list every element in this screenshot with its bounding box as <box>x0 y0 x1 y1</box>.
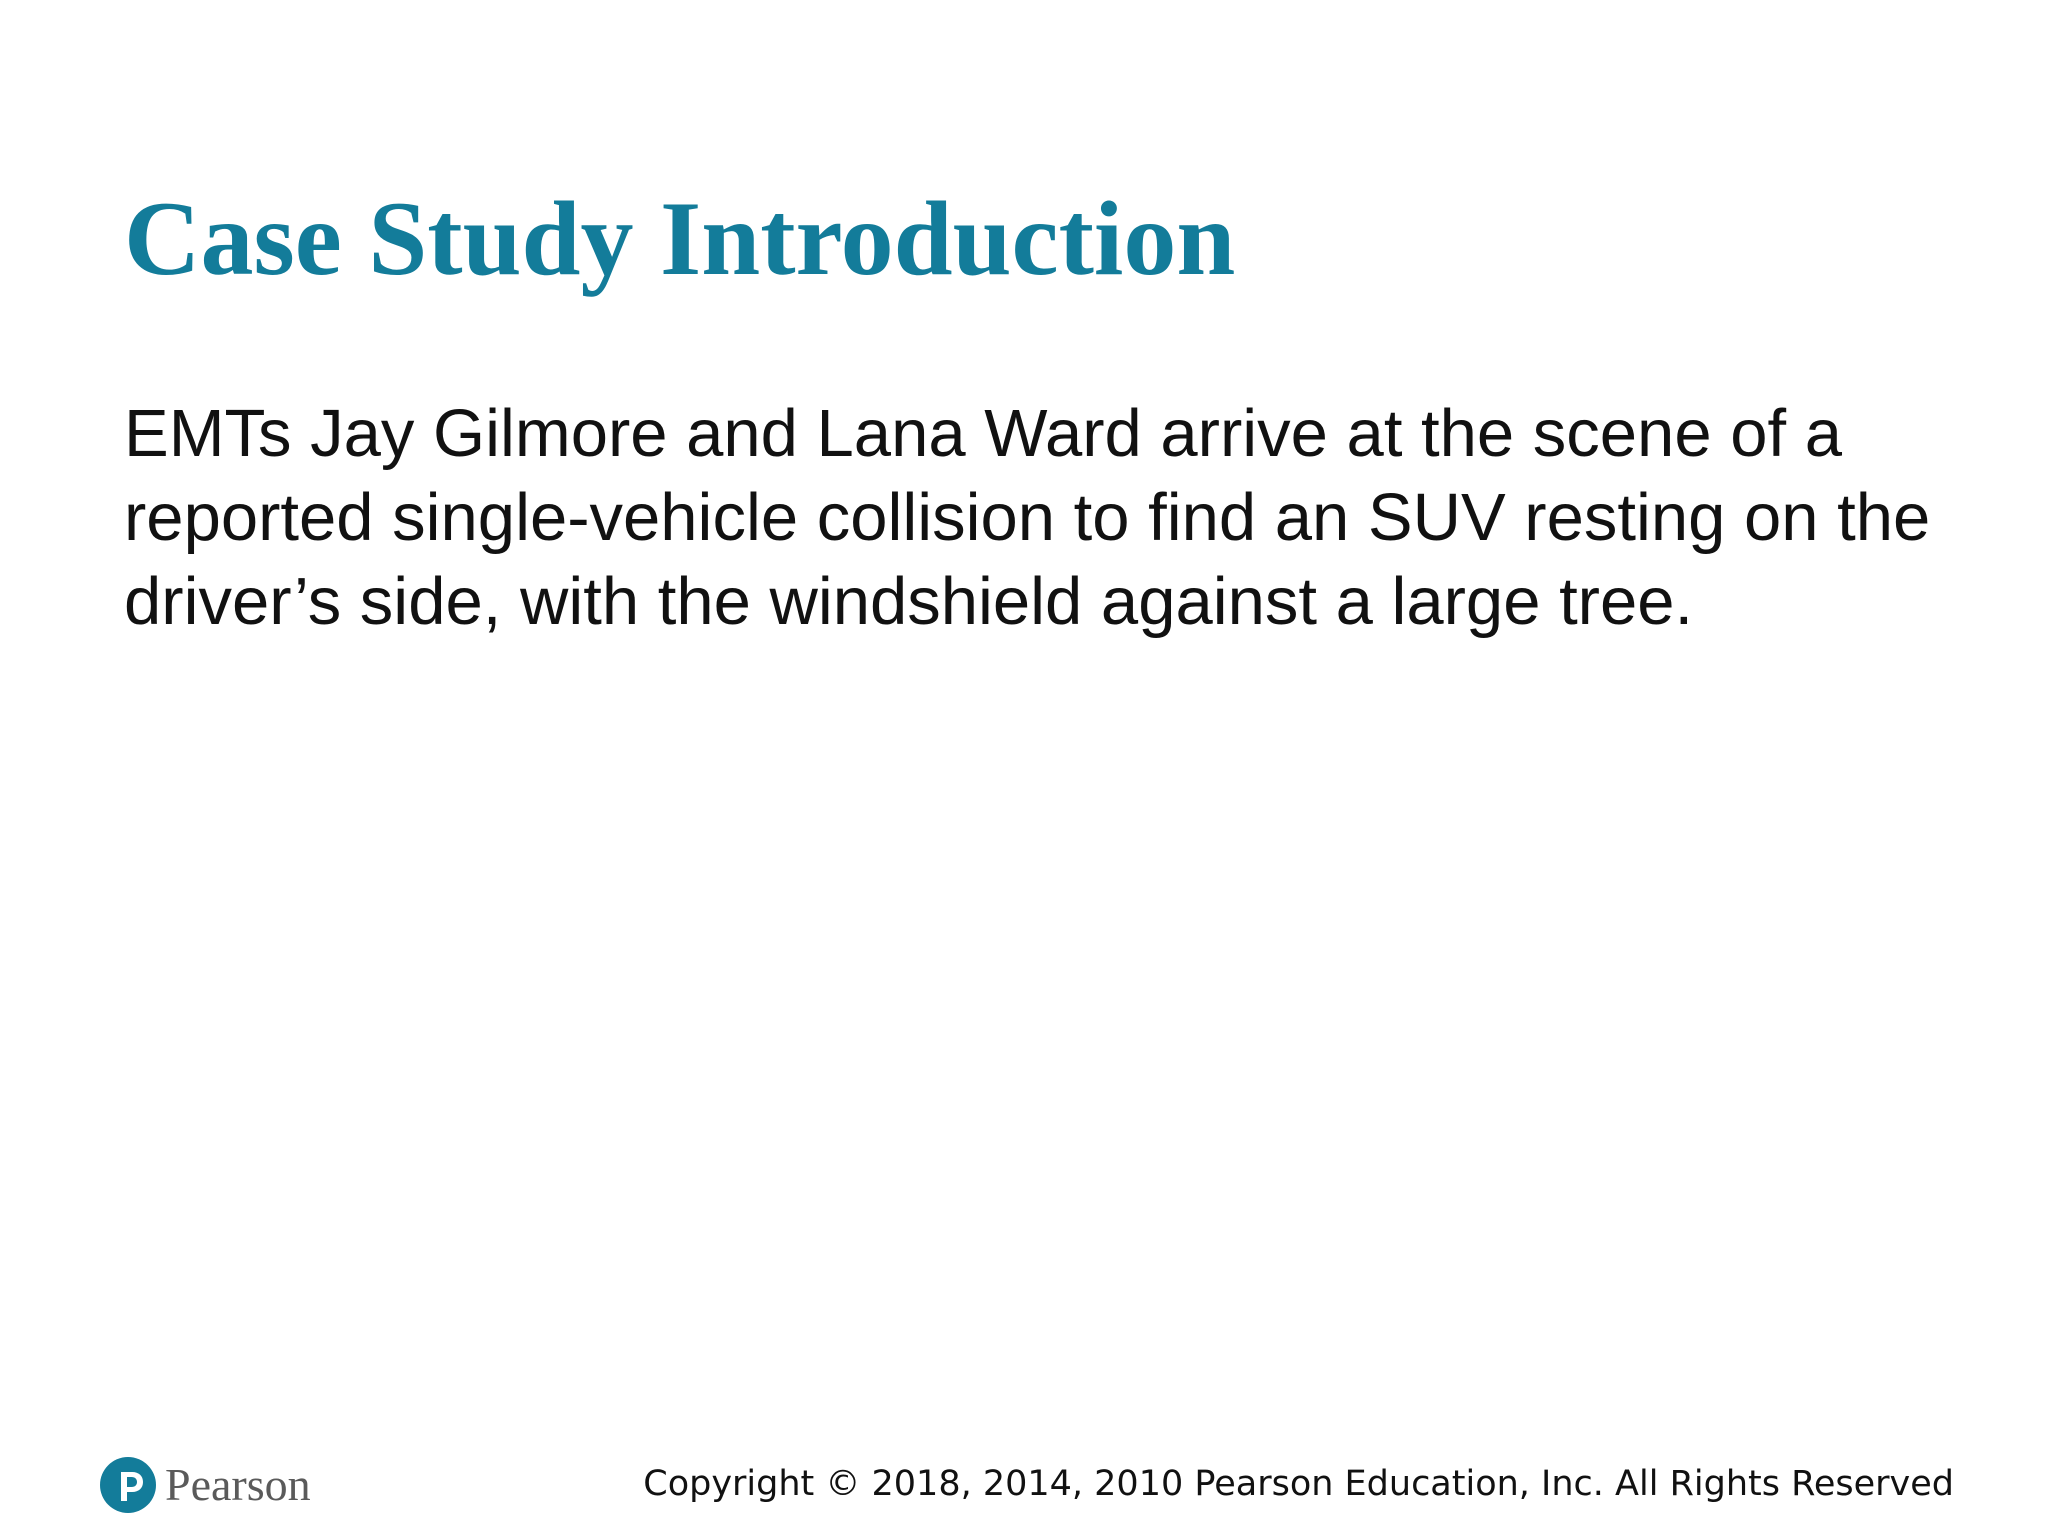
pearson-logo-icon <box>99 1456 157 1514</box>
pearson-logo-text: Pearson <box>165 1459 311 1510</box>
pearson-logo <box>99 1453 311 1517</box>
copyright-notice: Copyright © 2018, 2014, 2010 Pearson Education, Inc. All Rights Reserved <box>643 1464 1954 1504</box>
slide-title: Case Study Introduction <box>124 180 1236 297</box>
slide-body-text: EMTs Jay Gilmore and Lana Ward arrive at the scene of a reported single-vehicle collision to find an SUV resting on the driver’s side, with the windshield against a large tree. <box>124 396 1931 639</box>
